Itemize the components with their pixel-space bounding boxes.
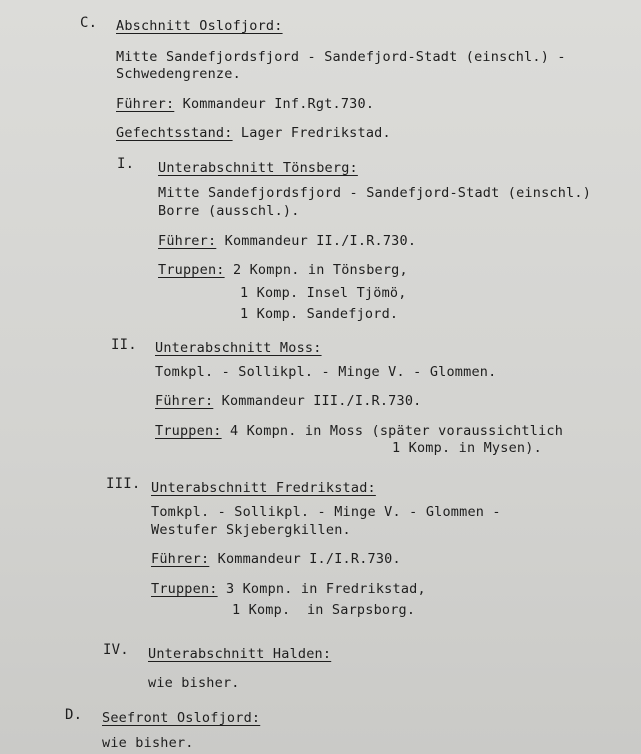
subsection-4-desc-line-1: wie bisher.	[148, 675, 240, 691]
subsection-3-truppen-line-2: 1 Komp. in Sarpsborg.	[232, 602, 416, 618]
gefechtsstand-text: Lager Fredrikstad.	[240, 125, 391, 141]
fuehrer-text: Kommandeur I./I.R.730.	[217, 551, 401, 567]
subsection-1-desc-line-1: Mitte Sandefjordsfjord - Sandefjord-Stadt (einschl.)	[158, 185, 592, 201]
subsection-3-desc-line-2: Westufer Skjebergkillen.	[151, 522, 351, 538]
subsection-4-marker: IV.	[103, 642, 129, 658]
subsection-4-title: Unterabschnitt Halden:	[148, 646, 332, 662]
fuehrer-text: Kommandeur Inf.Rgt.730.	[182, 96, 375, 112]
subsection-2-title: Unterabschnitt Moss:	[155, 340, 322, 356]
section-c-desc-line-2: Schwedengrenze.	[116, 66, 241, 82]
subsection-2-marker: II.	[111, 337, 137, 353]
subsection-1-truppen-line-3: 1 Komp. Sandefjord.	[240, 306, 399, 322]
truppen-text: 2 Kompn. in Tönsberg,	[232, 262, 408, 278]
fuehrer-label: Führer:	[151, 551, 210, 567]
truppen-label: Truppen:	[151, 581, 218, 597]
truppen-label: Truppen:	[155, 423, 222, 439]
subsection-2-truppen-row	[155, 423, 563, 439]
subsection-1-truppen-row	[158, 262, 408, 278]
section-c-fuehrer-row	[116, 96, 374, 112]
section-d-desc-line-1: wie bisher.	[102, 735, 194, 751]
subsection-1-marker: I.	[117, 156, 135, 172]
truppen-text: 3 Kompn. in Fredrikstad,	[225, 581, 426, 597]
subsection-2-truppen-line-2: 1 Komp. in Mysen).	[392, 440, 542, 456]
subsection-1-truppen-line-2: 1 Komp. Insel Tjömö,	[240, 285, 407, 301]
subsection-3-desc-line-1: Tomkpl. - Sollikpl. - Minge V. - Glommen -	[151, 504, 501, 520]
subsection-3-title: Unterabschnitt Fredrikstad:	[151, 480, 376, 496]
truppen-text: 4 Kompn. in Moss (später voraussichtlich	[229, 423, 564, 439]
subsection-3-truppen-row	[151, 581, 426, 597]
subsection-1-title: Unterabschnitt Tönsberg:	[158, 160, 358, 176]
fuehrer-label: Führer:	[116, 96, 175, 112]
fuehrer-text: Kommandeur III./I.R.730.	[221, 393, 422, 409]
gefechtsstand-label: Gefechtsstand:	[116, 125, 233, 141]
subsection-2-fuehrer-row	[155, 393, 422, 409]
section-c-marker: C.	[80, 15, 98, 31]
section-d-title: Seefront Oslofjord:	[102, 710, 261, 726]
subsection-3-fuehrer-row	[151, 551, 401, 567]
subsection-1-fuehrer-row	[158, 233, 416, 249]
section-c-desc-line-1: Mitte Sandefjordsfjord - Sandefjord-Stadt (einschl.) -	[116, 49, 566, 65]
section-d-marker: D.	[65, 707, 83, 723]
subsection-1-desc-line-2: Borre (ausschl.).	[158, 203, 300, 219]
fuehrer-label: Führer:	[158, 233, 217, 249]
section-c-gefechtsstand-row	[116, 125, 391, 141]
subsection-2-desc-line-1: Tomkpl. - Sollikpl. - Minge V. - Glommen.	[155, 364, 497, 380]
fuehrer-text: Kommandeur II./I.R.730.	[224, 233, 417, 249]
section-c-title: Abschnitt Oslofjord:	[116, 18, 283, 34]
truppen-label: Truppen:	[158, 262, 225, 278]
subsection-3-marker: III.	[106, 476, 141, 492]
fuehrer-label: Führer:	[155, 393, 214, 409]
